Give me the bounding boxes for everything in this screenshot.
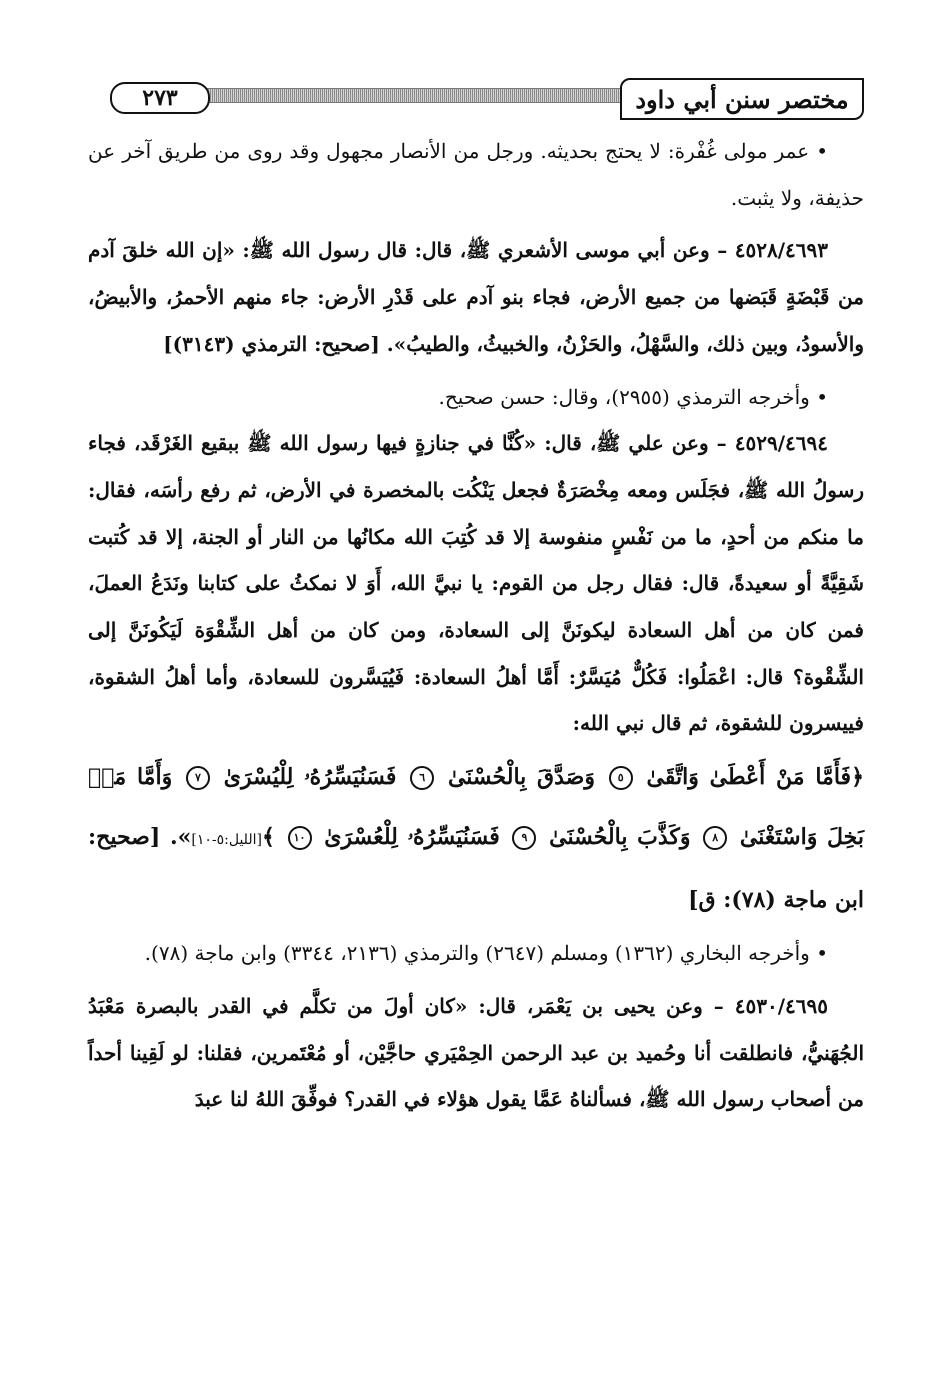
note-paragraph-1: • عمر مولى غُفْرة: لا يحتج بحديثه. ورجل من الأنصار مجهول وقد روى من طريق آخر عن حذيفة، ولا يثبت. bbox=[88, 139, 864, 210]
quran-verse-block bbox=[88, 747, 864, 930]
running-header bbox=[88, 78, 864, 122]
surah-reference: [الليل:٥-١٠] bbox=[191, 832, 262, 849]
hadith-4693 bbox=[88, 227, 864, 367]
hadith-number: ٤٥٣٠/٤٦٩٥ bbox=[734, 993, 828, 1018]
hadith-grading: ». [صحيح: ابن ماجة (٧٨): ق] bbox=[88, 824, 864, 914]
quran-text: فَسَنُيَسِّرُهُۥ لِلْيُسْرَىٰ bbox=[223, 764, 397, 791]
page-body bbox=[88, 128, 864, 1123]
quran-text: ﴿فَأَمَّا مَنْ أَعْطَىٰ وَاتَّقَىٰ bbox=[646, 764, 864, 791]
hadith-text: – وعن أبي موسى الأشعري ﷺ، قال: قال رسول الله ﷺ: «إن الله خلقَ آدم من قَبْضَةٍ قَبَضها من جميع الأرض، فجاء بنو آدم على قَدْرِ الأرض: جاء منهم الأحمرُ، والأبيضُ، والأسودُ، وبين ذلك، والسَّهْلُ، والحَزْنُ، والخبيثُ، والطيبُ». [صحيح: الترمذي (٣١٤٣)] bbox=[88, 238, 864, 356]
ayah-marker-icon: ٨ bbox=[703, 826, 727, 850]
book-title: مختصر سنن أبي داود bbox=[620, 78, 864, 120]
quran-text: وَصَدَّقَ بِالْحُسْنَىٰ bbox=[447, 764, 595, 791]
hadith-4695 bbox=[88, 983, 864, 1123]
hadith-number: ٤٥٢٩/٤٦٩٤ bbox=[734, 431, 828, 456]
ayah-marker-icon: ٥ bbox=[609, 766, 633, 790]
quran-text: فَسَنُيَسِّرُهُۥ لِلْعُسْرَىٰ bbox=[324, 824, 500, 851]
hadith-4694 bbox=[88, 420, 864, 747]
quran-text: وَأَمَّا مَنۢ بَخِلَ وَاسْتَغْنَىٰ bbox=[88, 764, 864, 851]
ayah-marker-icon: ٩ bbox=[512, 826, 536, 850]
ayah-marker-icon: ٦ bbox=[410, 766, 434, 790]
ayah-marker-icon: ١٠ bbox=[288, 826, 312, 850]
hadith-text: – وعن يحيى بن يَعْمَر، قال: «كان أولَ من تكلَّم في القدر بالبصرة مَعْبَدُ الجُهَنيُّ، فانطلقت أنا وحُميد بن عبد الرحمن الحِمْيَري حاجَّيْن، أو مُعْتَمرين، فقلنا: لو لَقِينا أحداً من أصحاب رسول الله ﷺ، فسألناهُ عَمَّا يقول هؤلاء في القدر؟ فوفِّقَ اللهُ لنا عبدَ bbox=[88, 993, 864, 1112]
quran-close-bracket: ﴾ bbox=[261, 824, 275, 851]
quran-text: وَكَذَّبَ بِالْحُسْنَىٰ bbox=[549, 824, 691, 851]
hadith-text: – وعن علي ﷺ، قال: «كُنَّا في جنازةٍ فيها رسول الله ﷺ ببقيع الغَرْقَد، فجاء رسولُ الله ﷺ، فجَلَس ومعه مِخْصَرَةٌ فجعل يَنْكُت بالمخصرة في الأرض، ثم رفع رأسَه، فقال: ما منكم من أحدٍ، ما من نَفْسٍ منفوسة إلا قد كُتِبَ الله مكانُها من النار أو الجنة، إلا قد كُتبت شَقِيَّةً أو سعيدةً، قال: فقال رجل من القوم: يا نبيَّ الله، أَوَ لا نمكثُ على كتابنا ونَدَعُ العملَ، فمن كان من أهل السعادة ليكونَنَّ إلى السعادة، ومن كان من أهل الشِّقْوَة لَيَكُونَنَّ إلى الشِّقْوة؟ قال: اعْمَلُوا: فَكُلٌّ مُيَسَّرٌ: أَمَّا أهلُ السعادة: فَيُيَسَّرون للسعادة، وأما أهلُ الشقوة، فييسرون للشقوة، ثم قال نبي الله: bbox=[88, 431, 864, 736]
note-paragraph-3: • وأخرجه البخاري (١٣٦٢) ومسلم (٢٦٤٧) والترمذي (٢١٣٦، ٣٣٤٤) وابن ماجة (٧٨). bbox=[144, 941, 828, 966]
page-number: ٢٧٣ bbox=[110, 82, 210, 114]
ayah-marker-icon: ٧ bbox=[186, 766, 210, 790]
note-paragraph-2: • وأخرجه الترمذي (٢٩٥٥)، وقال: حسن صحيح. bbox=[438, 384, 828, 409]
hadith-number: ٤٥٢٨/٤٦٩٣ bbox=[734, 238, 828, 263]
